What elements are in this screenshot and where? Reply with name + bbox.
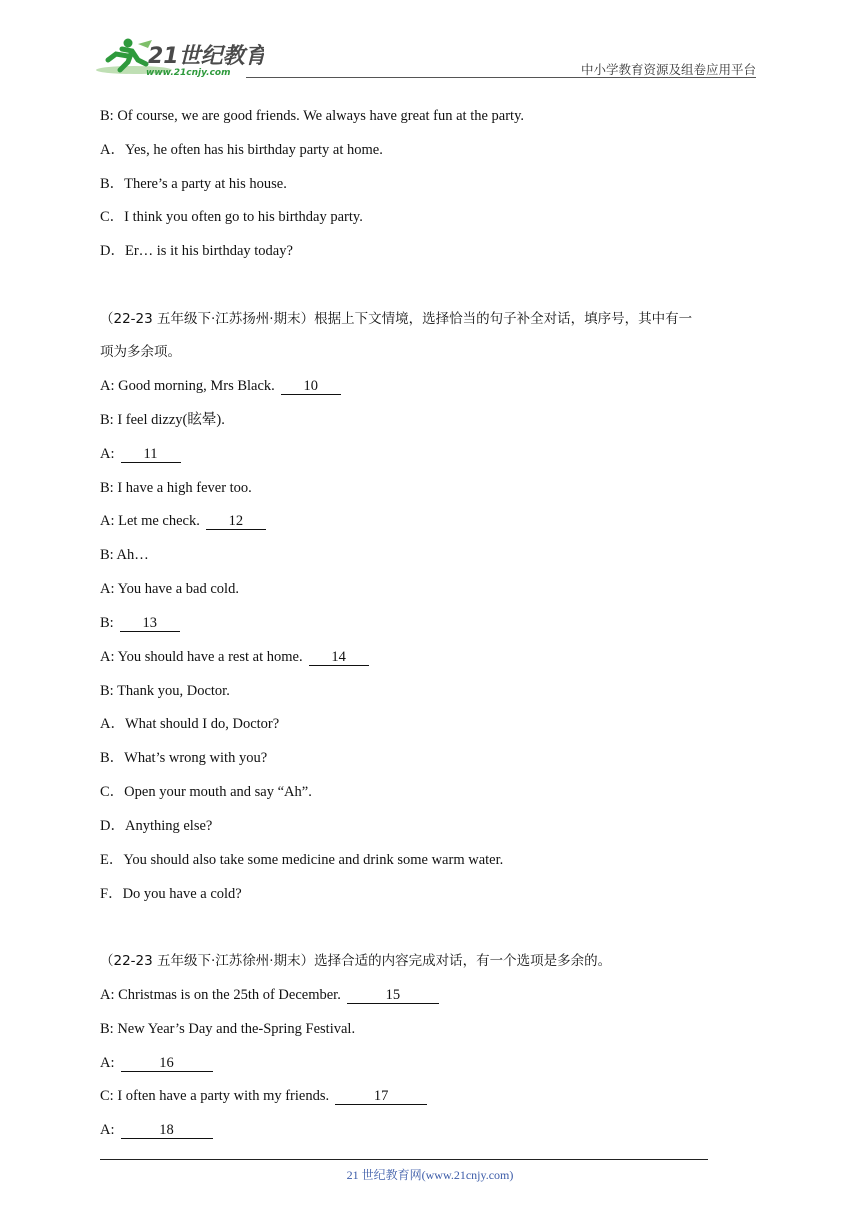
dialog-line: [100, 1087, 427, 1105]
dialog-line: A: You have a bad cold.: [100, 581, 239, 597]
footer-divider: [100, 1159, 708, 1160]
svg-text:21世纪教育: 21世纪教育: [148, 44, 264, 69]
dialog-text: A: You should have a rest at home.: [100, 649, 303, 665]
dialog-text: A:: [100, 446, 115, 462]
site-logo: [94, 34, 264, 78]
answer-blank[interactable]: 15: [347, 988, 439, 1004]
runner-logo-icon: [94, 34, 264, 78]
answer-blank[interactable]: 10: [281, 379, 341, 395]
question-instruction: （22-23 五年级下·江苏扬州·期末）根据上下文情境，选择恰当的句子补全对话，填序号，其中有一: [100, 311, 693, 327]
dialog-line: [100, 445, 181, 463]
dialog-line: [100, 614, 180, 632]
option-item: E．You should also take some medicine and drink some warm water.: [100, 852, 504, 868]
page-header: [94, 30, 756, 80]
question-instruction: （22-23 五年级下·江苏徐州·期末）选择合适的内容完成对话，有一个选项是多余的。: [100, 953, 612, 969]
header-divider: [246, 77, 756, 78]
dialog-line: B: I feel dizzy(眩晕).: [100, 412, 225, 428]
answer-blank[interactable]: 16: [121, 1056, 213, 1072]
dialog-line: B: Ah…: [100, 547, 149, 563]
option-item: A．Yes, he often has his birthday party at home.: [100, 142, 383, 158]
question-instruction: 项为多余项。: [100, 344, 181, 360]
answer-blank[interactable]: 18: [121, 1123, 213, 1139]
dialog-line: B: New Year’s Day and the-Spring Festival.: [100, 1021, 356, 1037]
page-footer: 21 世纪教育网(www.21cnjy.com): [346, 1168, 514, 1182]
option-item: C．I think you often go to his birthday party.: [100, 209, 363, 225]
dialog-line: B: I have a high fever too.: [100, 480, 252, 496]
dialog-text: A: Christmas is on the 25th of December.: [100, 987, 341, 1003]
dialog-text: A: Let me check.: [100, 513, 200, 529]
option-item: D．Er… is it his birthday today?: [100, 243, 293, 259]
dialog-text: B:: [100, 615, 114, 631]
answer-blank[interactable]: 11: [121, 447, 181, 463]
svg-text:www.21cnjy.com: www.21cnjy.com: [146, 68, 231, 78]
option-item: D．Anything else?: [100, 818, 213, 834]
dialog-text: A:: [100, 1122, 115, 1138]
dialog-line: [100, 512, 266, 530]
answer-blank[interactable]: 14: [309, 650, 369, 666]
option-item: B．There’s a party at his house.: [100, 176, 287, 192]
dialog-line: [100, 1054, 213, 1072]
option-item: B．What’s wrong with you?: [100, 750, 268, 766]
option-item: C．Open your mouth and say “Ah”.: [100, 784, 312, 800]
dialog-line: B: Thank you, Doctor.: [100, 683, 230, 699]
answer-blank[interactable]: 12: [206, 514, 266, 530]
answer-blank[interactable]: 13: [120, 616, 180, 632]
dialog-line: [100, 377, 341, 395]
dialog-text: C: I often have a party with my friends.: [100, 1088, 330, 1104]
header-platform-title: 中小学教育资源及组卷应用平台: [580, 62, 756, 77]
option-item: F．Do you have a cold?: [100, 886, 242, 902]
answer-blank[interactable]: 17: [335, 1089, 427, 1105]
dialog-line: [100, 1121, 213, 1139]
dialog-line: [100, 648, 369, 666]
dialog-text: A:: [100, 1055, 115, 1071]
option-item: A．What should I do, Doctor?: [100, 716, 280, 732]
dialog-text: A: Good morning, Mrs Black.: [100, 378, 275, 394]
dialog-line: B: Of course, we are good friends. We always have great fun at the party.: [100, 108, 525, 124]
dialog-line: [100, 986, 439, 1004]
